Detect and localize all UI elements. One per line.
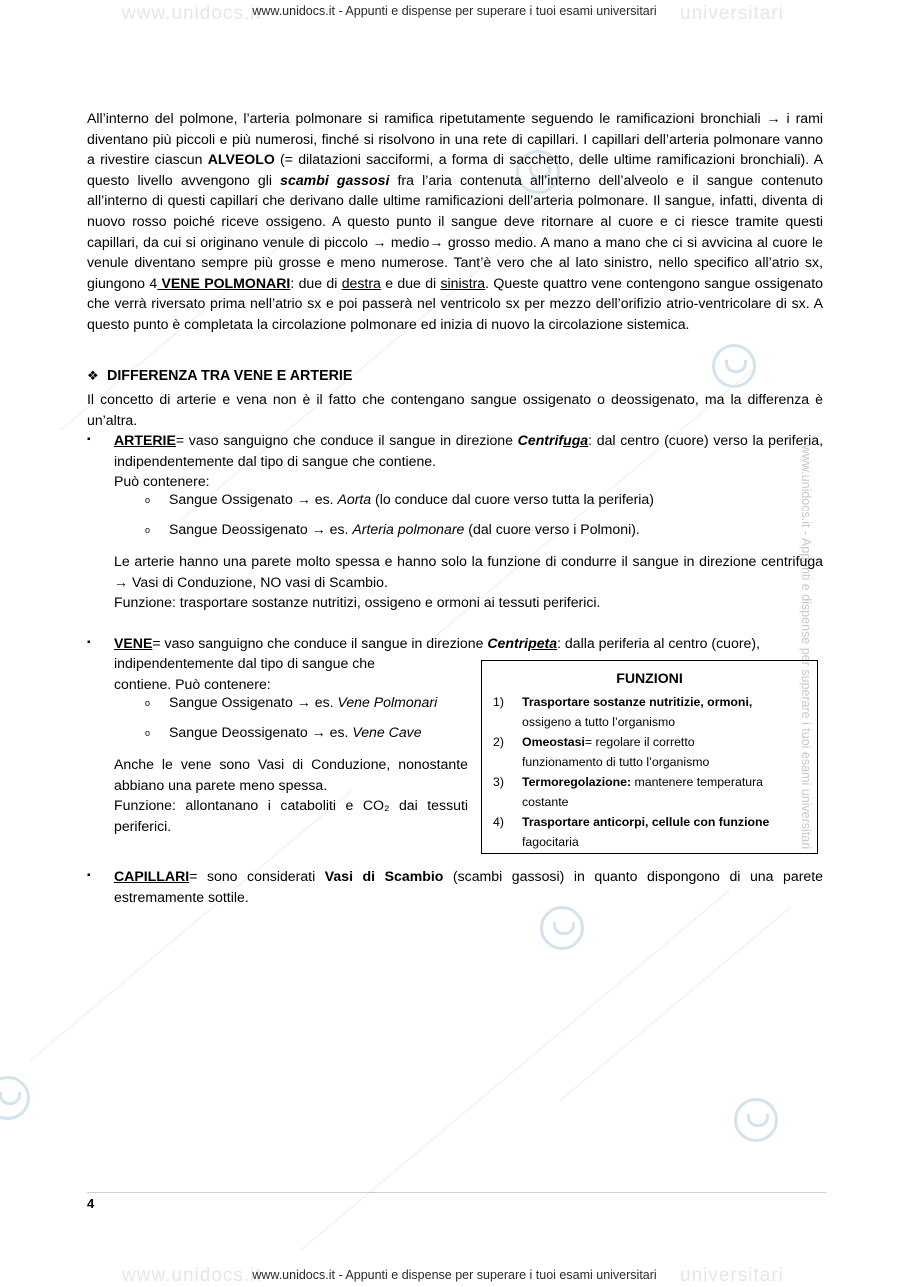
square-bullet-icon: ▪ [87,637,91,648]
watermark-header: www.unidocs.it - Appunti e dispense per superare i tuoi esami universitari [252,4,657,18]
arterie-definition: ARTERIE= vaso sanguigno che conduce il sangue in direzione Centrifuga: dal centro (cuore) verso la periferia, indipendentemente dal tipo di sangue che contiene. Può contenere: [114,432,824,490]
arterie-sub-item: o Sangue Ossigenato → es. Aorta (lo conduce dal cuore verso tutta la periferia) [145,491,654,507]
watermark-side-text: www.unidocs.it - Appunti e dispense per superare i tuoi esami universitari [799,444,814,850]
circle-bullet-icon: o [145,495,151,506]
watermark-ghost-text: www.unidocs.it [122,1265,262,1286]
section-heading: ❖ DIFFERENZA TRA VENE E ARTERIE [87,368,353,384]
circle-bullet-icon: o [145,525,151,536]
arterie-notes: Le arterie hanno una parete molto spessa e hanno solo la funzione di condurre il sangue in direzione centrifuga → Vasi di Conduzione, NO vasi di Scambio. Funzione: trasportare sostanze nutritizi, ossigeno e ormoni ai tessuti periferici. [114,553,823,611]
watermark-logo-icon [734,1098,778,1142]
watermark-logo-icon [712,344,756,388]
capillari-definition: CAPILLARI= sono considerati Vasi di Scambio (scambi gassosi) in quanto dispongono di una parete estremamente sottile. [114,868,823,905]
watermark-footer: www.unidocs.it - Appunti e dispense per superare i tuoi esami universitari [252,1268,657,1282]
intro-paragraph: All’interno del polmone, l’arteria polmonare si ramifica ripetutamente seguendo le ramificazioni bronchiali → i rami diventano più piccoli e più numerosi, finché si risolvono in una rete di capillari. I capillari dell’arteria polmonare vanno a rivestire ciascun ALVEOLO (= dilatazioni sacciformi, a forma di sacchetto, delle ultime ramificazioni bronchiali). A questo livello avvengono gli scambi gassosi fra l’aria contenuta all’interno dell’alveolo e il sangue contenuto all’interno di questi capillari che derivano dalle ultime ramificazioni dell’arteria polmonare. Il sangue, infatti, diventa di nuovo rosso poiché riceve ossigeno. A questo punto il sangue deve ritornare al cuore e ci riesce tramite questi capillari, da cui si originano venule di piccolo → medio→ grosso medio. A mano a mano che ci si avvicina al cuore le venule diventano sempre più grosse e meno numerose. Tant’è vero che al lato sinistro, nello specifico all’atrio sx, giungono 4 VENE POLMONARI: due di destra e due di sinistra. Queste quattro vene contengono sangue ossigenato che verrà riversato prima nell’atrio sx e poi passerà nel ventricolo sx per mezzo dell’orifizio atrio-ventricolare di sx. A questo punto è completata la circolazione polmonare ed inizia di nuovo la circolazione sistemica. [87,110,823,332]
vene-definition: VENE= vaso sanguigno che conduce il sangue in direzione Centripeta: dalla periferia al centro (cuore), [114,635,760,651]
vene-notes: Anche le vene sono Vasi di Conduzione, nonostante abbiano una parete meno spessa. Funzione: allontanano i cataboliti e CO₂ dai tessuti periferici. [114,756,468,834]
watermark-ghost-text: universitari [680,3,784,24]
watermark-logo-icon [0,1076,30,1120]
square-bullet-icon: ▪ [87,434,91,445]
watermark-ghost-text: universitari [680,1265,784,1286]
circle-bullet-icon: o [145,698,151,709]
diamond-bullet-icon: ❖ [87,368,99,383]
circle-bullet-icon: o [145,728,151,739]
vene-sub-item: o Sangue Ossigenato → es. Vene Polmonari [145,694,438,710]
watermark-logo-icon [540,906,584,950]
square-bullet-icon: ▪ [87,870,91,881]
footer-divider [87,1192,826,1193]
funzioni-box: FUNZIONI 1) Trasportare sostanze nutritizie, ormoni, ossigeno a tutto l’organismo 2) Omeostasi= regolare il corretto funzionamento di tutto l’organismo 3) Termoregolazione: mantenere temperatura costante 4) Trasportare anticorpi, cellule con funzione fagocitaria [481,660,818,854]
funzioni-title: FUNZIONI [616,670,683,686]
watermark-ghost-text: www.unidocs.it [122,3,262,24]
page-number: 4 [87,1196,95,1211]
vene-definition-cont: indipendentemente dal tipo di sangue che contiene. Può contenere: [114,655,375,692]
arterie-sub-item: o Sangue Deossigenato → es. Arteria polmonare (dal cuore verso i Polmoni). [145,521,640,537]
watermark-line [300,890,730,1251]
vene-sub-item: o Sangue Deossigenato → es. Vene Cave [145,724,422,740]
section-intro: Il concetto di arterie e vena non è il fatto che contengano sangue ossigenato o deossigenato, ma la differenza è un’altra. [87,391,823,428]
